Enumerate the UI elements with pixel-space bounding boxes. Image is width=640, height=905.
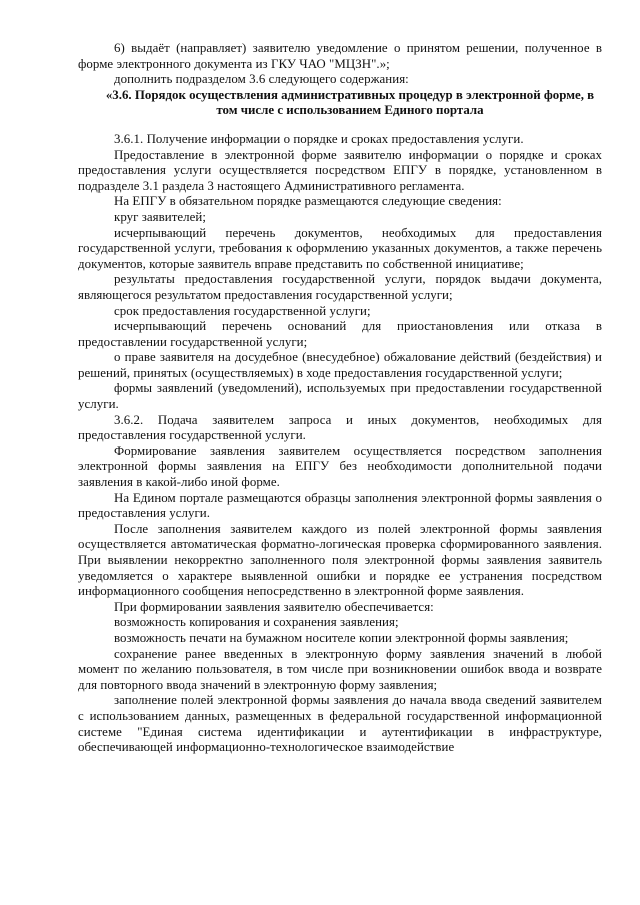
list-item: результаты предоставления государственной услуги, порядок выдачи документа, являющегося результатом предоставления государственной услуги; <box>78 272 602 302</box>
paragraph-item-6: 6) выдаёт (направляет) заявителю уведомление о принятом решении, полученное в форме электронного документа из ГКУ ЧАО "МЦЗН".»; <box>78 41 602 71</box>
list-item: исчерпывающий перечень документов, необходимых для предоставления государственной услуги, требования к оформлению указанных документов, а также перечень документов, которые заявитель вправе представить по собственной инициативе; <box>78 225 602 271</box>
paragraph: Формирование заявления заявителем осуществляется посредством заполнения электронной формы заявления на ЕПГУ без необходимости дополнительной подачи заявления в какой-либо иной форме. <box>78 443 602 490</box>
list-item: возможность копирования и сохранения заявления; <box>114 615 399 630</box>
paragraph: После заполнения заявителем каждого из полей электронной формы заявления осуществляется автоматическая форматно-логическая проверка сформированного заявления. При выявлении некорректно заполненного поля электронной формы заявления заявитель уведомляется о характере выявленной ошибки и порядке ее устранения посредством информационного сообщения непосредственно в электронной форме заявления. <box>78 521 602 599</box>
section-heading: «3.6. Порядок осуществления административных процедур в электронной форме, в том числе с использованием Единого портала <box>105 87 595 118</box>
list-item: о праве заявителя на досудебное (внесудебное) обжалование действий (бездействия) и решений, принятых (осуществляемых) в ходе предоставления государственной услуги; <box>78 350 602 380</box>
paragraph: При формировании заявления заявителю обеспечивается: <box>114 599 434 614</box>
list-item: формы заявлений (уведомлений), используемых при предоставлении государственной услуги. <box>78 381 602 412</box>
list-item: круг заявителей; <box>114 209 207 224</box>
spacer <box>78 119 602 132</box>
paragraph-3-6-1: 3.6.1. Получение информации о порядке и сроках предоставления услуги. <box>114 131 524 146</box>
list-item: срок предоставления государственной услуги; <box>114 303 371 318</box>
list-item: сохранение ранее введенных в электронную форму заявления значений в любой момент по желанию пользователя, в том числе при возникновении ошибок ввода и возврате для повторного ввода значений в электронную форму заявления; <box>78 646 602 692</box>
list-item: заполнение полей электронной формы заявления до начала ввода сведений заявителем с использованием данных, размещенных в федеральной государственной информационной системе "Единая система идентификации и аутентификации в инфраструктуре, обеспечивающей информационно-технологическое взаимодействие <box>78 693 602 755</box>
paragraph-3-6-2: 3.6.2. Подача заявителем запроса и иных документов, необходимых для предоставления государственной услуги. <box>78 412 602 443</box>
list-item: возможность печати на бумажном носителе копии электронной формы заявления; <box>114 630 569 645</box>
list-item: исчерпывающий перечень оснований для приостановления или отказа в предоставлении государственной услуги; <box>78 319 602 349</box>
paragraph: На Едином портале размещаются образцы заполнения электронной формы заявления о предоставления услуги. <box>78 490 602 521</box>
paragraph-add-subsection: дополнить подразделом 3.6 следующего содержания: <box>114 72 409 87</box>
paragraph: На ЕПГУ в обязательном порядке размещаются следующие сведения: <box>114 194 502 209</box>
paragraph: Предоставление в электронной форме заявителю информации о порядке и сроках предоставления услуги осуществляется посредством ЕПГУ в порядке, установленном в подразделе 3.1 раздела 3 настоящего Административного регламента. <box>78 147 602 193</box>
document-page <box>78 41 602 756</box>
